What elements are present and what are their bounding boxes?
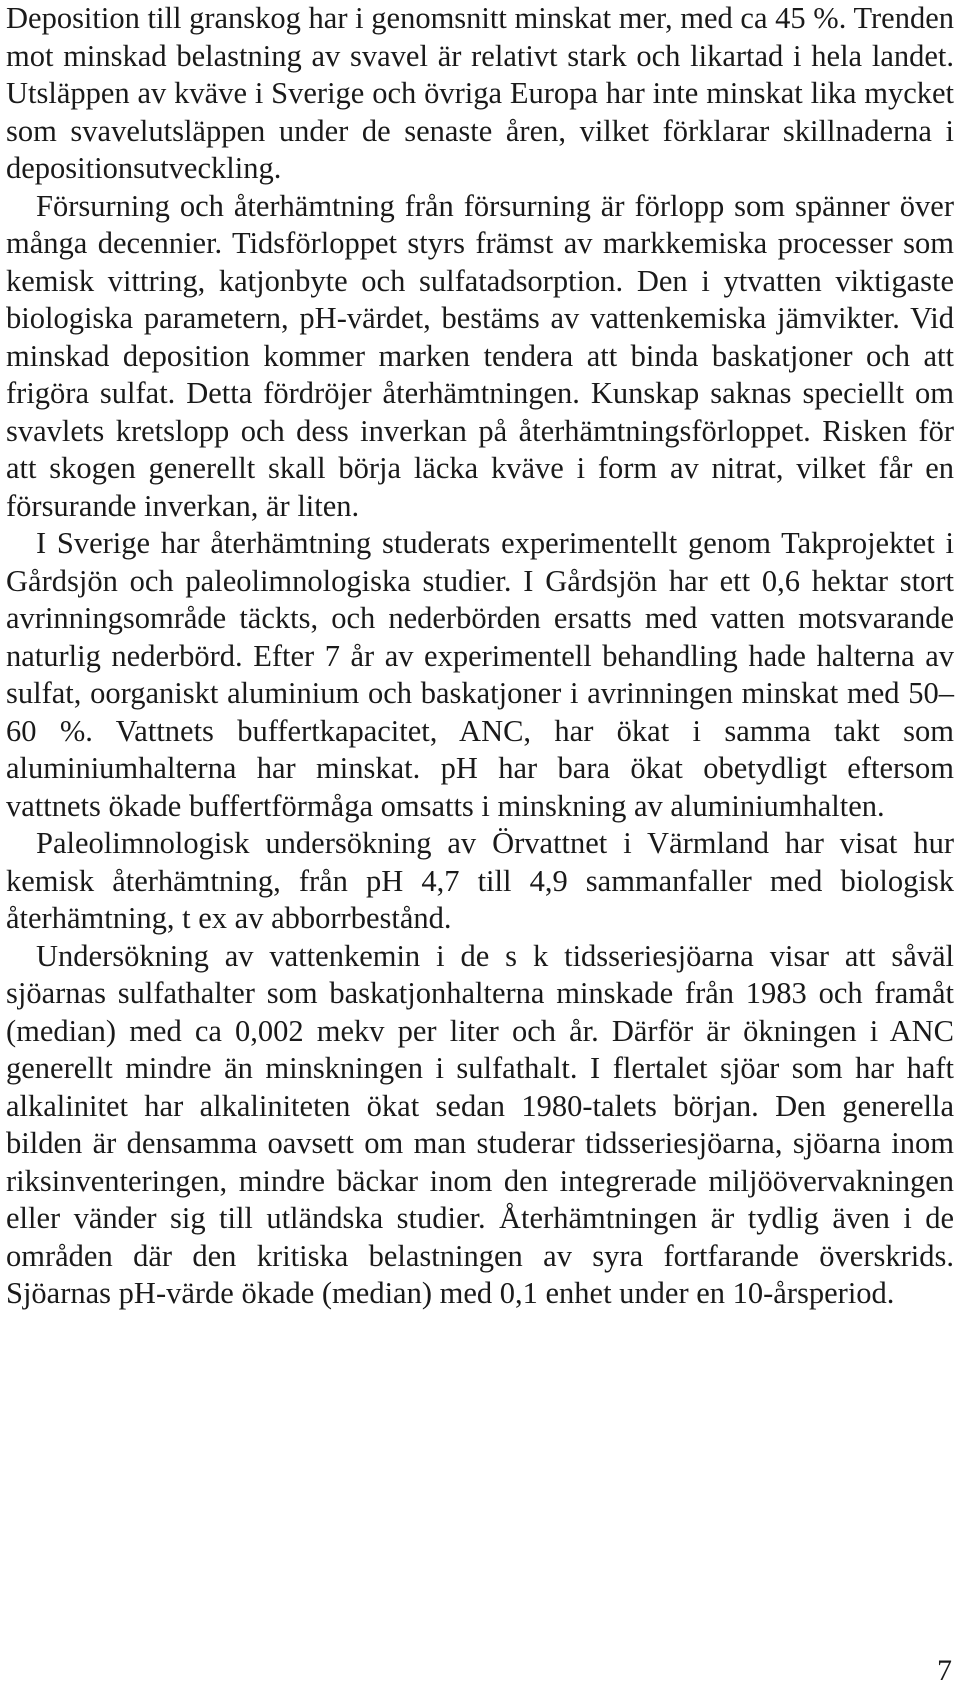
paragraph-gardsjon: I Sverige har återhämtning studerats experimentellt genom Takprojektet i Gårdsjön och paleolimnologiska studier. I Gårdsjön har ett 0,6 hektar stort avrinningsområde täckts, och nederbörden ersatts med vatten motsvarande naturlig nederbörd. Efter 7 år av experimentell behandling hade halterna av sulfat, oorganiskt aluminium och baskatjoner i avrinningen minskat med 50–60 %. Vattnets buffertkapacitet, ANC, har ökat i samma takt som aluminiumhalterna har minskat. pH har bara ökat obetydligt eftersom vattnets ökade buffertförmåga omsatts i minskning av aluminiumhalten. bbox=[6, 526, 954, 823]
paragraph-paleolimnologi: Paleolimnologisk undersökning av Örvattnet i Värmland har visat hur kemisk återhämtning, från pH 4,7 till 4,9 sammanfaller med biologisk återhämtning, t ex av abborrbestånd. bbox=[6, 826, 954, 935]
page-number: 7 bbox=[937, 1654, 952, 1687]
body-text bbox=[6, 0, 954, 1313]
paragraph-forsurning: Försurning och återhämtning från försurning är förlopp som spänner över många decennier. Tidsförloppet styrs främst av markkemiska processer som kemisk vittring, katjonbyte och sulfatadsorption. Den i ytvatten viktigaste biologiska parametern, pH-värdet, bestäms av vattenkemiska jämvikter. Vid minskad deposition kommer marken tendera att binda baskatjoner och att frigöra sulfat. Detta fördröjer återhämtningen. Kunskap saknas speciellt om svavlets kretslopp och dess inverkan på återhämtningsförloppet. Risken för att skogen generellt skall börja läcka kväve i form av nitrat, vilket får en försurande inverkan, är liten. bbox=[6, 188, 954, 523]
paragraph-tidsseriesjoar: Undersökning av vattenkemin i de s k tidsseriesjöarna visar att såväl sjöarnas sulfathalter som baskatjonhalterna minskade från 1983 och framåt (median) med ca 0,002 mekv per liter och år. Därför är ökningen i ANC generellt mindre än minskningen i sulfathalt. I flertalet sjöar som har haft alkalinitet har alkaliniteten ökat sedan 1980-talets början. Den generella bilden är densamma oavsett om man studerar tidsseriesjöarna, sjöarna inom riksinventeringen, mindre bäckar inom den integrerade miljöövervakningen eller vänder sig till utländska studier. Återhämtningen är tydlig även i de områden där den kritiska belastningen av syra fortfarande överskrids. Sjöarnas pH-värde ökade (median) med 0,1 enhet under en 10-årsperiod. bbox=[6, 938, 954, 1310]
paragraph-deposition: Deposition till granskog har i genomsnitt minskat mer, med ca 45 %. Trenden mot minskad belastning av svavel är relativt stark och likartad i hela landet. Utsläppen av kväve i Sverige och övriga Europa har inte minskat lika mycket som svavelutsläppen under de senaste åren, vilket förklarar skillnaderna i depositionsutveckling. bbox=[6, 1, 954, 185]
